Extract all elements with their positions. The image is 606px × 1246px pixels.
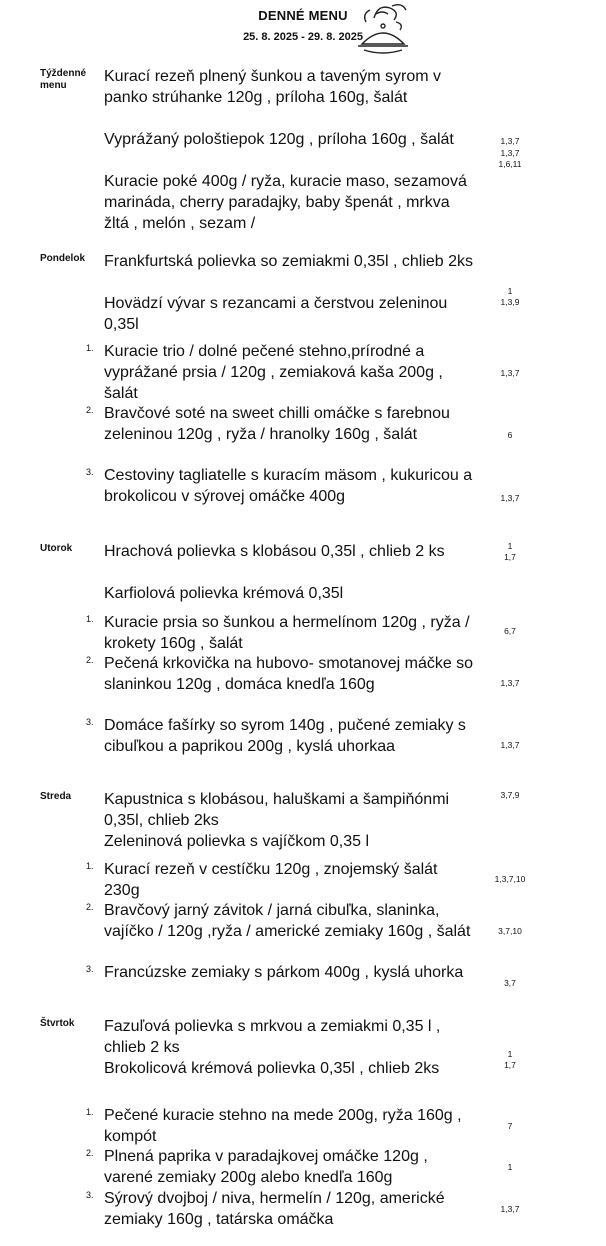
- main-allergen: 1,3,7: [500, 740, 520, 750]
- weekly-item-3: Kuracie poké 400g / ryža, kuracie maso, sezamová marináda, cherry paradajky, baby špenát , mrkva žltá , melón , sezam /: [104, 173, 467, 232]
- soup-tuesday-2: Karfiolová polievka krémová 0,35l: [104, 585, 344, 602]
- soup-wednesday-2: Zeleninová polievka s vajíčkom 0,35 l: [104, 833, 370, 850]
- chef-cloche-icon: [352, 0, 414, 56]
- main-number: 2.: [86, 405, 94, 415]
- main-dish: Plnená paprika v paradajkovej omáčke 120g , varené zemiaky 200g alebo knedľa 160g: [104, 1148, 428, 1186]
- main-number: 1.: [86, 614, 94, 624]
- main-dish: Pečené kuracie stehno na mede 200g, ryža 160g , kompót: [104, 1107, 462, 1145]
- soup-allergen-monday-2: 1,3,9: [500, 297, 520, 307]
- soup-wednesday-1: Kapustnica s klobásou, haluškami a šampiňónmi 0,35l, chlieb 2ks: [104, 791, 450, 829]
- main-allergen: 3,7: [504, 978, 516, 988]
- main-dish: Francúzske zemiaky s párkom 400g , kyslá uhorka: [104, 964, 464, 981]
- main-allergen: 6: [507, 430, 513, 440]
- main-allergen: 1: [507, 1162, 513, 1172]
- weekly-item-2: Vyprážaný pološtiepok 120g , príloha 160g , šalát: [104, 131, 454, 148]
- main-number: 1.: [86, 861, 94, 871]
- main-number: 1.: [86, 1107, 94, 1117]
- main-dish: Kurací rezeň v cestíčku 120g , znojemský šalát 230g: [104, 861, 438, 899]
- weekly-allergen-1: 1,3,7: [500, 136, 520, 146]
- main-number: 3.: [86, 964, 94, 974]
- weekly-label: Týždenné menu: [40, 68, 87, 91]
- soup-allergen-tuesday-2: 1,7: [504, 552, 516, 562]
- main-allergen: 1,3,7: [500, 678, 520, 688]
- main-dish: Cestoviny tagliatelle s kuracím mäsom , kukuricou a brokolicou v sýrovej omáčke 400g: [104, 467, 473, 505]
- main-dish: Pečená krkovička na hubovo- smotanovej máčke so slaninkou 120g , domáca knedľa 160g: [104, 655, 474, 693]
- menu-date-range: 25. 8. 2025 - 29. 8. 2025: [243, 31, 363, 43]
- day-label-monday: Pondelok: [40, 253, 86, 264]
- soup-allergen-wednesday-1: 3,7,9: [500, 790, 520, 800]
- soup-allergen-thursday-2: 1,7: [504, 1060, 516, 1070]
- main-dish: Bravčový jarný závitok / jarná cibuľka, slaninka, vajíčko / 120g ,ryža / americké zemiaky 160g , šalát: [104, 902, 471, 940]
- soup-allergen-thursday-1: 1: [507, 1049, 513, 1059]
- weekly-allergen-2: 1,3,7: [500, 148, 520, 158]
- soup-tuesday-1: Hrachová polievka s klobásou 0,35l , chlieb 2 ks: [104, 543, 445, 560]
- main-dish: Kuracie trio / dolné pečené stehno,prírodné a vyprážané prsia / 120g , zemiaková kaša 200g , šalát: [104, 343, 443, 402]
- menu-header: [0, 0, 606, 60]
- menu-title: DENNÉ MENU: [258, 8, 348, 23]
- main-dish: Bravčové soté na sweet chilli omáčke s farebnou zeleninou 120g , ryža / hranolky 160g , šalát: [104, 405, 450, 443]
- main-allergen: 1,3,7: [500, 1204, 520, 1214]
- main-number: 2.: [86, 1148, 94, 1158]
- weekly-item-1: Kurací rezeň plnený šunkou a taveným syrom v panko strúhanke 120g , príloha 160g, šalát: [104, 68, 442, 106]
- main-allergen: 1,3,7: [500, 493, 520, 503]
- main-number: 3.: [86, 467, 94, 477]
- soup-allergen-tuesday-1: 1: [507, 541, 513, 551]
- day-label-wednesday: Streda: [40, 791, 72, 802]
- soup-monday-2: Hovädzí vývar s rezancami a čerstvou zeleninou 0,35l: [104, 295, 448, 333]
- main-number: 2.: [86, 902, 94, 912]
- main-allergen: 1,3,7,10: [494, 874, 526, 884]
- main-number: 1.: [86, 343, 94, 353]
- main-allergen: 6,7: [504, 626, 516, 636]
- main-number: 2.: [86, 655, 94, 665]
- main-number: 3.: [86, 717, 94, 727]
- soup-allergen-monday-1: 1: [507, 286, 513, 296]
- weekly-allergen-3: 1,6,11: [498, 159, 522, 169]
- main-number: 3.: [86, 1190, 94, 1200]
- main-dish: Sýrový dvojboj / niva, hermelín / 120g, americké zemiaky 160g , tatárska omáčka: [104, 1190, 445, 1228]
- day-label-thursday: Štvrtok: [40, 1018, 75, 1029]
- main-allergen: 7: [507, 1121, 513, 1131]
- soup-monday-1: Frankfurtská polievka so zemiakmi 0,35l , chlieb 2ks: [104, 253, 474, 270]
- main-allergen: 1,3,7: [500, 368, 520, 378]
- soup-thursday-2: Brokolicová krémová polievka 0,35l , chlieb 2ks: [104, 1060, 440, 1077]
- main-dish: Kuracie prsia so šunkou a hermelínom 120g , ryža / krokety 160g , šalát: [104, 614, 470, 652]
- main-dish: Domáce fašírky so syrom 140g , pučené zemiaky s cibuľkou a paprikou 200g , kyslá uhorkaa: [104, 717, 466, 755]
- soup-thursday-1: Fazuľová polievka s mrkvou a zemiakmi 0,35 l , chlieb 2 ks: [104, 1018, 441, 1056]
- day-label-tuesday: Utorok: [40, 543, 73, 554]
- main-allergen: 3,7,10: [498, 926, 522, 936]
